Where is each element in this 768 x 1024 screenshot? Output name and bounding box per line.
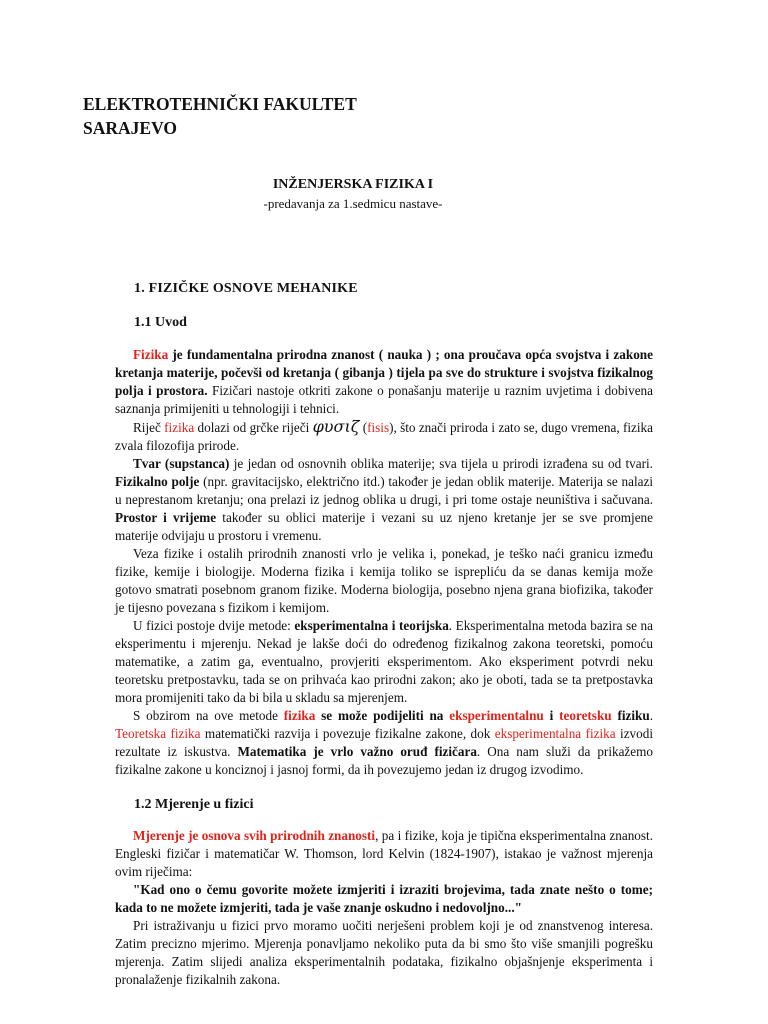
paragraph xyxy=(115,346,653,418)
term-teoretsku: teoretsku xyxy=(559,708,612,723)
text: , pa i fizike, koja je tipična eksperimentalna znanost. Engleski fizičar i matematičar W. Thomson, lord Kelvin (1824-1907), istakao je važnost mjerenja ovim riječima: xyxy=(115,828,653,879)
course-title: INŽENJERSKA FIZIKA I xyxy=(272,177,434,192)
text-bold: se može podijeliti na xyxy=(315,708,450,723)
institution-city: SARAJEVO xyxy=(83,118,177,138)
text: S obzirom na ove metode xyxy=(133,708,284,723)
term-eksperimentalna-fizika: eksperimentalna fizika xyxy=(494,726,616,741)
paragraph xyxy=(115,617,653,707)
text: je jedan od osnovnih oblika materije; sva tijela u prirodi izrađena su od tvari. xyxy=(229,456,653,471)
text-bold: fiziku xyxy=(611,708,650,723)
subsection-heading-mjerenje: 1.2 Mjerenje u fizici xyxy=(134,797,254,812)
text: dolazi od grčke riječi xyxy=(194,420,313,435)
institution-header xyxy=(83,92,357,140)
section2-body xyxy=(115,827,653,989)
text: ( xyxy=(359,420,368,435)
term-fizika: fizika xyxy=(283,708,316,723)
text: izvodi rezultate iz iskustva. xyxy=(115,726,653,759)
term-fizika: Fizika xyxy=(133,347,169,362)
text: matematički razvija i povezuje fizikalne zakone, dok xyxy=(200,726,495,741)
course-subtitle: -predavanja za 1.sedmicu nastave- xyxy=(263,196,443,211)
term-eksperimentalnu: eksperimentalnu xyxy=(449,708,544,723)
text: . Eksperimentalna metoda bazira se na eksperimentu i mjerenju. Nekad je lakše doći do određenog fizikalnog zakona teoretski, pomoću matematike, a zatim ga, eventualno, provjeriti eksperimentom. Ako eksperiment potvrdi neku teoretsku pretpostavku, tada se on prihvaća kao prirodni zakon; ako je oboti, tada se ta pretpostavka mora promijeniti tako da bi bila u skladu sa mjerenjem. xyxy=(115,618,654,705)
section1-body xyxy=(115,346,653,779)
term-fizika: fizika xyxy=(164,420,195,435)
text-bold: i xyxy=(543,708,560,723)
text-bold: Prostor i vrijeme xyxy=(115,510,217,525)
text: Fizičari nastoje otkriti zakone o ponašanju materije u raznim uvjetima i dobivena saznanja primijeniti u tehnologiji i tehnici. xyxy=(115,383,653,416)
term-teoretska-fizika: Teoretska fizika xyxy=(115,726,201,741)
text-bold: Tvar (supstanca) xyxy=(133,456,230,471)
text: U fizici postoje dvije metode: xyxy=(133,618,295,633)
subsection-heading-uvod: 1.1 Uvod xyxy=(134,315,187,330)
text: Riječ xyxy=(133,420,165,435)
text-bold: Matematika je vrlo važno oruđ fizičara xyxy=(237,744,477,759)
institution-name: ELEKTROTEHNIČKI FAKULTET xyxy=(83,94,357,114)
text: . xyxy=(649,708,653,723)
text-bold: je fundamentalna prirodna znanost ( nauka ) ; ona proučava opća svojstva i zakone kretanja materije, počevši od kretanja ( gibanja ) tijela pa sve do strukture i svojstva fizikalnog polja i prostora. xyxy=(115,347,653,398)
text: ), što znači priroda i zato se, dugo vremena, fizika zvala filozofija prirode. xyxy=(115,420,653,453)
greek-word: φυσιζ xyxy=(312,417,360,436)
text-bold: eksperimentalna i teorijska xyxy=(294,618,449,633)
paragraph: Pri istraživanju u fizici prvo moramo uočiti nerješeni problem koji je od znanstvenog interesa. Zatim precizno mjerimo. Mjerenja ponavljamo nekoliko puta da bi smo što više smanjili pogrešku mjerenja. Zatim slijedi analiza eksperimentalnih podataka, fizikalno objašnjenje eksperimenta i pronalaženje fizikalnih zakona. xyxy=(115,918,653,987)
text: također su oblici materije i vezani su uz njeno kretanje jer se sve promjene materije odvijaju u prostoru i vremenu. xyxy=(115,510,653,543)
text-bold: Fizikalno polje xyxy=(115,474,200,489)
paragraph xyxy=(115,418,653,455)
section-heading-1: 1. FIZIČKE OSNOVE MEHANIKE xyxy=(134,281,358,296)
term-fisis: fisis xyxy=(367,420,390,435)
paragraph: Veza fizike i ostalih prirodnih znanosti vrlo je velika i, ponekad, je teško naći granicu između fizike, kemije i biologije. Moderna fizika i kemija toliko se isprepliću da se danas kemija može gotovo smatrati posebnom granom fizike. Moderna biologija, posebno njena grana biofizika, također je tijesno povezana s fizikom i kemijom. xyxy=(115,546,653,615)
term-mjerenje: Mjerenje je osnova svih prirodnih znanosti xyxy=(133,828,376,843)
paragraph xyxy=(115,455,653,545)
kelvin-quote: "Kad ono o čemu govorite možete izmjeriti i izraziti brojevima, tada znate nešto o tome; kada to ne možete izmjeriti, tada je vaše znanje oskudno i nedovoljno..." xyxy=(115,882,653,915)
text: (npr. gravitacijsko, električno itd.) također je jedan oblik materije. Materija se nalazi u neprestanom kretanju; ona prelazi iz jednog oblika u drugi, i pri tome ostaje neuništiva i sačuvana. xyxy=(115,474,653,507)
paragraph xyxy=(115,827,653,881)
text: . Ona nam služi da prikažemo fizikalne zakone u konciznoj i jasnoj formi, da ih povezujemo jedan iz drugog izvodimo. xyxy=(115,744,653,777)
paragraph xyxy=(115,707,653,779)
